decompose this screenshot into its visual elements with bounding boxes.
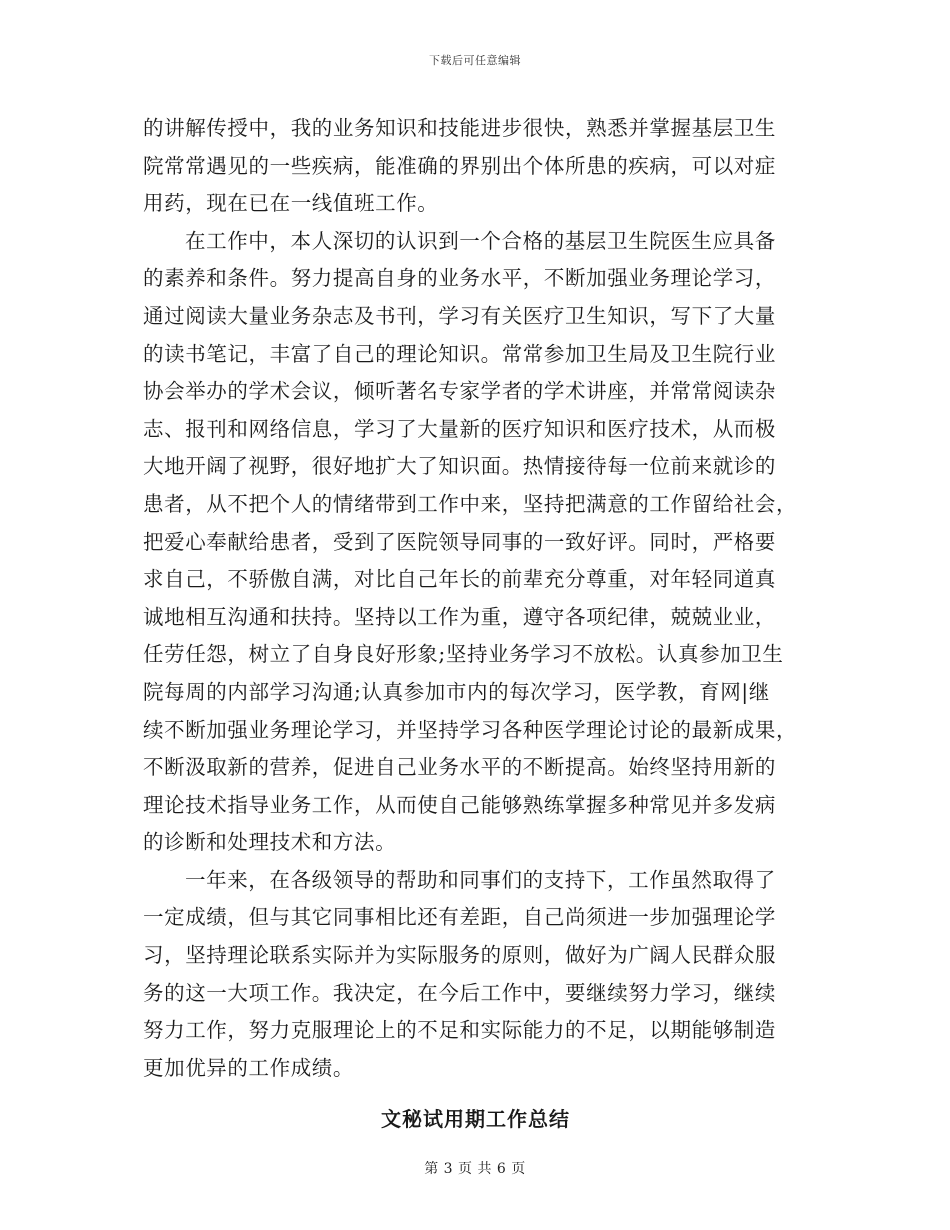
page-footer: 第 3 页 共 6 页	[424, 1161, 526, 1177]
paragraph-start-line: 在工作中，本人深切的认识到一个合格的基层卫生院医生应具备	[185, 228, 776, 253]
text-line: 诚地相互沟通和扶持。坚持以工作为重，遵守各项纪律，兢兢业业，	[143, 604, 776, 629]
page-header: 下载后可任意编辑	[429, 54, 521, 67]
text-line: 志、报刊和网络信息，学习了大量新的医疗知识和医疗技术，从而极	[143, 416, 776, 441]
text-line: 习，坚持理论联系实际并为实际服务的原则，做好为广阔人民群众服	[143, 943, 776, 968]
text-line: 的讲解传授中，我的业务知识和技能进步很快，熟悉并掌握基层卫生	[143, 116, 776, 140]
text-line: 的素养和条件。努力提高自身的业务水平，不断加强业务理论学习，	[143, 266, 776, 291]
text-line: 更加优异的工作成绩。	[143, 1055, 354, 1080]
text-line: 通过阅读大量业务杂志及书刊，学习有关医疗卫生知识，写下了大量	[143, 303, 776, 328]
text-line: 院常常遇见的一些疾病，能准确的界别出个体所患的疾病，可以对症	[143, 153, 776, 178]
text-line: 患者，从不把个人的情绪带到工作中来，坚持把满意的工作留给社会，	[143, 491, 798, 516]
text-line: 一定成绩，但与其它同事相比还有差距，自己尚须进一步加强理论学	[143, 905, 776, 930]
text-line: 任劳任怨，树立了自身良好形象;坚持业务学习不放松。认真参加卫生	[143, 642, 784, 667]
text-line: 不断汲取新的营养，促进自己业务水平的不断提高。始终坚持用新的	[143, 755, 776, 780]
text-line: 协会举办的学术会议，倾听著名专家学者的学术讲座，并常常阅读杂	[143, 379, 776, 404]
text-line: 务的这一大项工作。我决定，在今后工作中，要继续努力学习，继续	[143, 980, 776, 1005]
text-line: 用药，现在已在一线值班工作。	[143, 191, 439, 216]
text-line: 努力工作，努力克服理论上的不足和实际能力的不足，以期能够制造	[143, 1018, 776, 1043]
text-line: 的读书笔记，丰富了自己的理论知识。常常参加卫生局及卫生院行业	[143, 341, 776, 366]
text-line: 续不断加强业务理论学习，并坚持学习各种医学理论讨论的最新成果，	[143, 717, 798, 742]
paragraph-start-line: 一年来，在各级领导的帮助和同事们的支持下，工作虽然取得了	[185, 867, 776, 892]
text-line: 理论技术指导业务工作，从而使自己能够熟练掌握多种常见并多发病	[143, 792, 776, 817]
text-line: 的诊断和处理技术和方法。	[143, 830, 397, 855]
text-line: 求自己，不骄傲自满，对比自己年长的前辈充分尊重，对年轻同道真	[143, 567, 776, 592]
section-title: 文秘试用期工作总结	[381, 1107, 570, 1132]
document-body	[143, 110, 808, 1139]
text-line: 大地开阔了视野，很好地扩大了知识面。热情接待每一位前来就诊的	[143, 454, 776, 479]
text-line: 院每周的内部学习沟通;认真参加市内的每次学习，医学教，育网|继	[143, 679, 770, 704]
text-line: 把爱心奉献给患者，受到了医院领导同事的一致好评。同时，严格要	[143, 529, 776, 554]
